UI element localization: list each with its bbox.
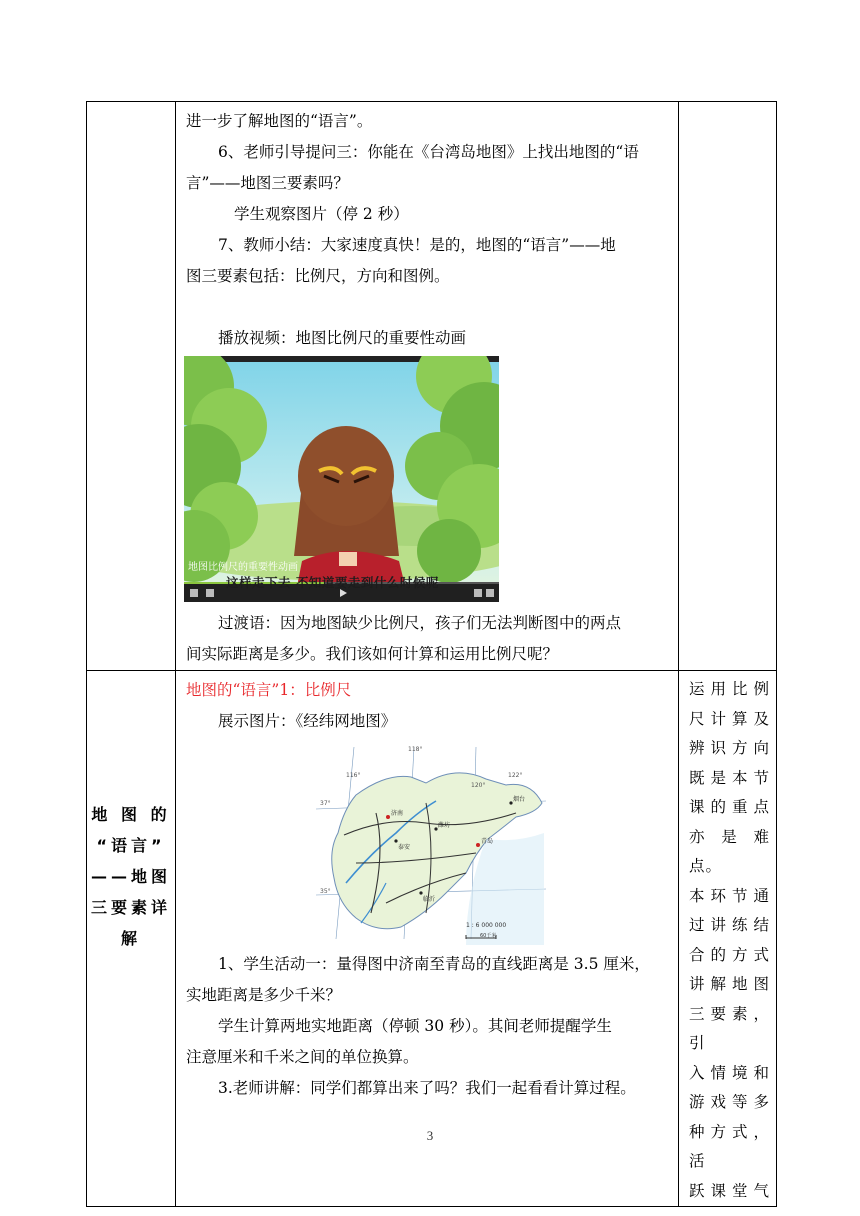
note-line: 合的方式 (689, 945, 770, 964)
activity-cell (176, 102, 679, 671)
note-line: 辨识方向 (689, 739, 770, 757)
text-line: 7、教师小结：大家速度真快！是的，地图的“语言”——地 (218, 236, 616, 254)
note-cell (679, 671, 777, 1207)
note-line: 过讲练结 (689, 916, 770, 934)
activity-cell (176, 671, 679, 1207)
map-lat-label: 37° (320, 800, 331, 807)
note-line: 种方式，活 (689, 1122, 770, 1170)
text-line: 展示图片：《经纬网地图》 (218, 712, 397, 730)
stage-title-line: “语言” (96, 836, 166, 855)
map-lon-label: 120° (471, 782, 486, 789)
note-line: 本环节通 (689, 886, 770, 905)
table-row (87, 671, 777, 1207)
text-line: 6、老师引导提问三：你能在《台湾岛地图》上找出地图的“语 (218, 143, 639, 161)
stage-title-line: 三要素详 (90, 898, 171, 917)
map-place-label: 潍坊 (438, 822, 451, 829)
map-place-label: 泰安 (398, 844, 411, 851)
stage-title-line: ——地图 (90, 867, 171, 886)
video-subtitle: 这样走下去 不知道要走到什么时候呢 (226, 575, 439, 590)
video-caption: 地图比例尺的重要性动画 (188, 562, 298, 573)
note-line: 课的重点 (689, 798, 770, 816)
section-heading: 地图的“语言”1：比例尺 (186, 681, 352, 699)
text-line: 实地距离是多少千米？ (186, 986, 342, 1004)
text-line: 学生计算两地实地距离（停顿 30 秒）。其间老师提醒学生 (218, 1017, 612, 1035)
map-lon-label: 118° (408, 746, 423, 753)
note-line: 入情境和 (689, 1063, 770, 1082)
map-lon-label: 122° (508, 772, 523, 779)
text-line: 间实际距离是多少。我们该如何计算和运用比例尺呢？ (186, 645, 559, 663)
video-player[interactable] (184, 356, 499, 602)
note-cell (679, 102, 777, 671)
map-lon-label: 116° (346, 772, 361, 779)
note-line: 跃课堂气 (689, 1181, 770, 1200)
map-place-label: 临沂 (423, 896, 436, 903)
table-row (87, 102, 777, 671)
map-scale-bar-label: 60千米 (480, 933, 497, 939)
note-line: 亦是难点。 (689, 827, 770, 875)
text-line: 播放视频：地图比例尺的重要性动画 (218, 329, 467, 347)
map-place-label: 青岛 (481, 838, 494, 845)
text-line: 进一步了解地图的“语言”。 (186, 112, 373, 130)
note-line: 游戏等多 (689, 1093, 770, 1111)
map-place-label: 济南 (391, 810, 404, 817)
note-line: 讲解地图 (689, 975, 770, 993)
note-line: 尺计算及 (689, 709, 770, 728)
lesson-plan-table (86, 101, 777, 1207)
map-place-label: 烟台 (513, 796, 526, 803)
stage-title-line: 解 (120, 929, 141, 948)
shandong-map-image (316, 743, 546, 945)
page-number: 3 (426, 1128, 434, 1143)
note-line: 三要素，引 (689, 1004, 770, 1052)
text-line: 过渡语：因为地图缺少比例尺，孩子们无法判断图中的两点 (218, 614, 622, 632)
note-line: 运用比例 (689, 680, 770, 698)
lat-lon-map (316, 743, 546, 945)
text-line: 图三要素包括：比例尺，方向和图例。 (186, 267, 450, 285)
stage-cell (87, 671, 176, 1207)
text-line: 3.老师讲解：同学们都算出来了吗？我们一起看看计算过程。 (218, 1079, 636, 1097)
stage-title-line: 地 图 的 (91, 805, 171, 824)
text-line: 注意厘米和千米之间的单位换算。 (186, 1048, 419, 1066)
text-line: 学生观察图片（停 2 秒） (234, 205, 409, 223)
text-line: 1、学生活动一：量得图中济南至青岛的直线距离是 3.5 厘米， (218, 955, 650, 973)
stage-title (87, 671, 175, 954)
map-lat-label: 35° (320, 888, 331, 895)
design-note (679, 671, 776, 1206)
stage-cell (87, 102, 176, 671)
note-line: 既是本节 (689, 768, 770, 787)
text-line: 言”——地图三要素吗？ (186, 174, 349, 192)
map-scale-text: 1 : 6 000 000 (466, 922, 507, 929)
